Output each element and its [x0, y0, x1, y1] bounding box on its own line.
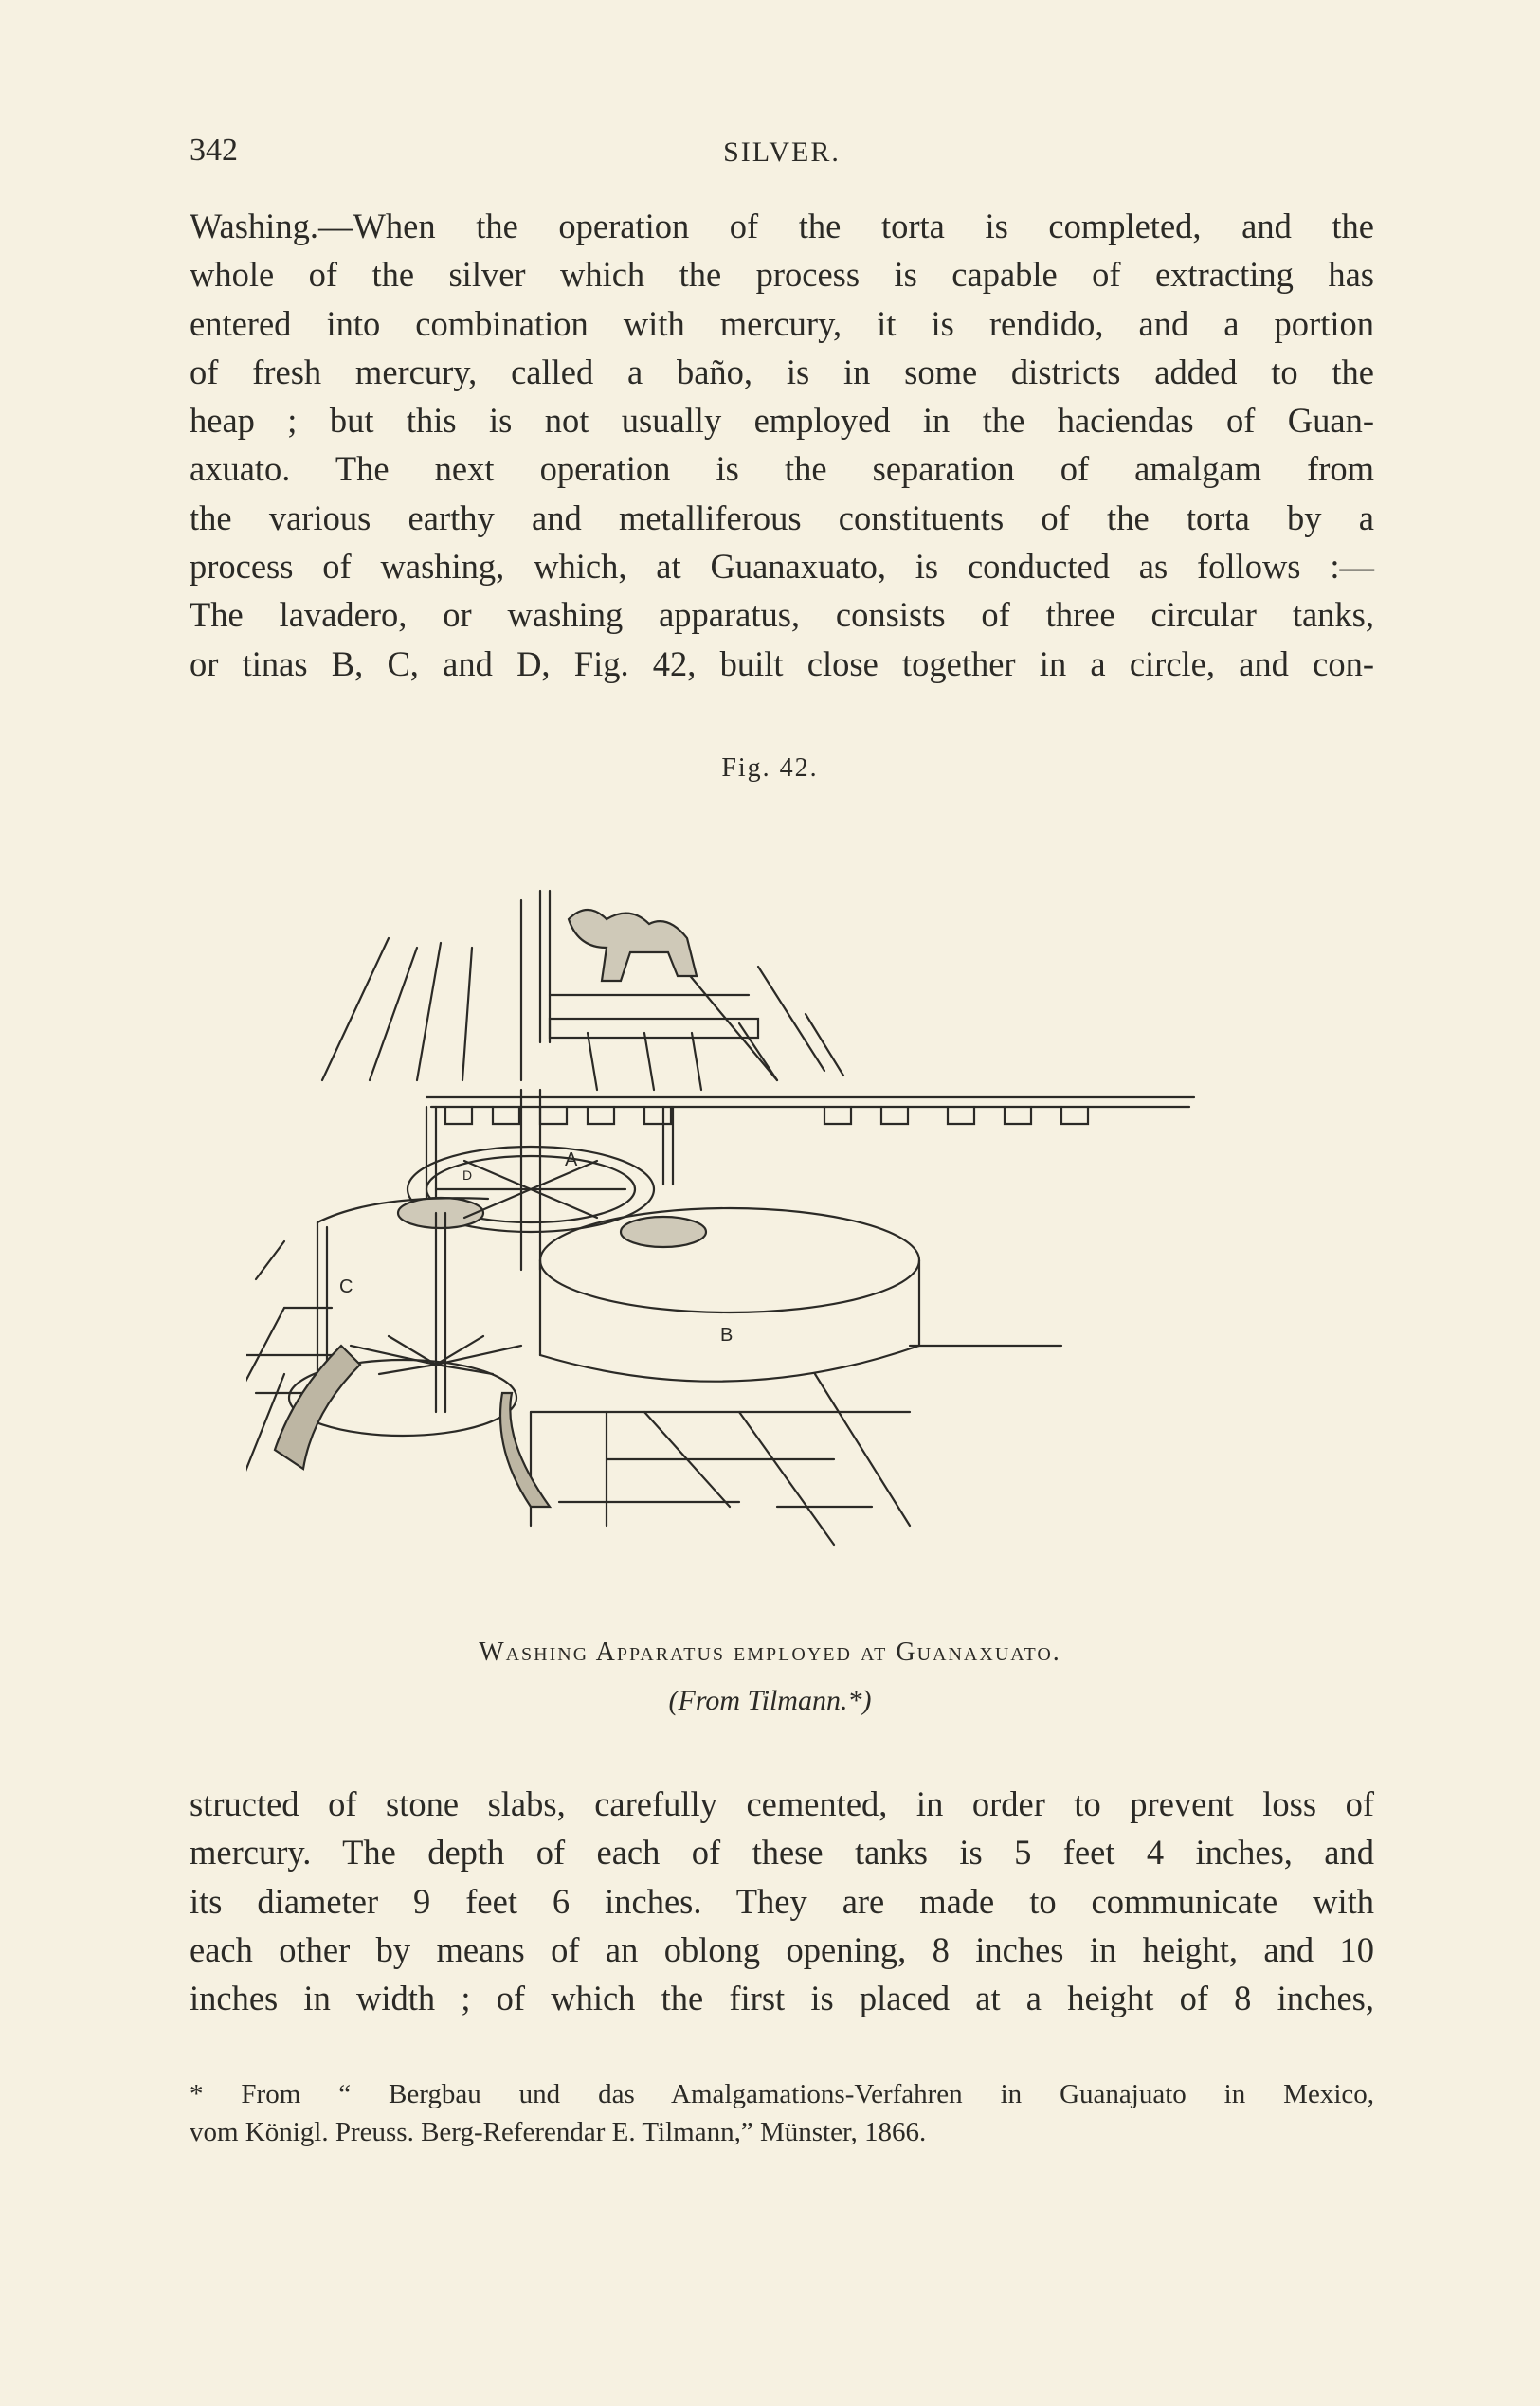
text-line: The lavadero, or washing apparatus, consists of three circular tanks, — [190, 595, 1374, 635]
running-head: SILVER. — [723, 136, 841, 168]
text-line: axuato. The next operation is the separation of amalgam from — [190, 449, 1374, 489]
page-number: 342 — [190, 133, 238, 168]
paragraph-washing — [190, 202, 1374, 688]
text-line: heap ; but this is not usually employed in the haciendas of Guan- — [190, 401, 1374, 441]
text-line: or tinas B, C, and D, Fig. 42, built close together in a circle, and con- — [190, 643, 1374, 683]
text-line: whole of the silver which the process is capable of extracting has — [190, 255, 1374, 295]
text-line: its diameter 9 feet 6 inches. They are made to communicate with — [190, 1881, 1374, 1921]
text-line: mercury. The depth of each of these tanks is 5 feet 4 inches, and — [190, 1833, 1374, 1872]
text-line: process of washing, which, at Guanaxuato, is conducted as follows :— — [190, 547, 1374, 587]
text-line: inches in width ; of which the first is placed at a height of 8 inches, — [190, 1979, 1374, 2018]
figure-source: (From Tilmann.*) — [668, 1685, 872, 1716]
label-d: D — [462, 1167, 473, 1183]
figure-label: Fig. 42. — [721, 753, 819, 783]
text-line: entered into combination with mercury, it is rendido, and a portion — [190, 303, 1374, 343]
paragraph-tanks — [190, 1780, 1374, 2022]
footnote-line: vom Königl. Preuss. Berg-Referendar E. Tilmann,” Münster, 1866. — [190, 2117, 927, 2147]
page-header — [190, 133, 1374, 180]
footnote — [190, 2075, 1374, 2151]
text-line: Washing.—When the operation of the torta is completed, and the — [190, 207, 1374, 245]
label-a: A — [565, 1149, 578, 1170]
label-c: C — [339, 1276, 353, 1297]
text-line: each other by means of an oblong opening, 8 inches in height, and 10 — [190, 1929, 1374, 1969]
footnote-line: * From “ Bergbau und das Amalgamations-Verfahren in Guanajuato in Mexico, — [190, 2079, 1374, 2109]
label-b: B — [720, 1325, 734, 1346]
text-line: the various earthy and metalliferous constituents of the torta by a — [190, 497, 1374, 537]
text-line: structed of stone slabs, carefully cemented, in order to prevent loss of — [190, 1784, 1374, 1823]
figure-caption: Washing Apparatus employed at Guanaxuato. — [479, 1637, 1061, 1667]
washing-apparatus-engraving — [246, 862, 1317, 1592]
text-line: of fresh mercury, called a baño, is in some districts added to the — [190, 352, 1374, 391]
